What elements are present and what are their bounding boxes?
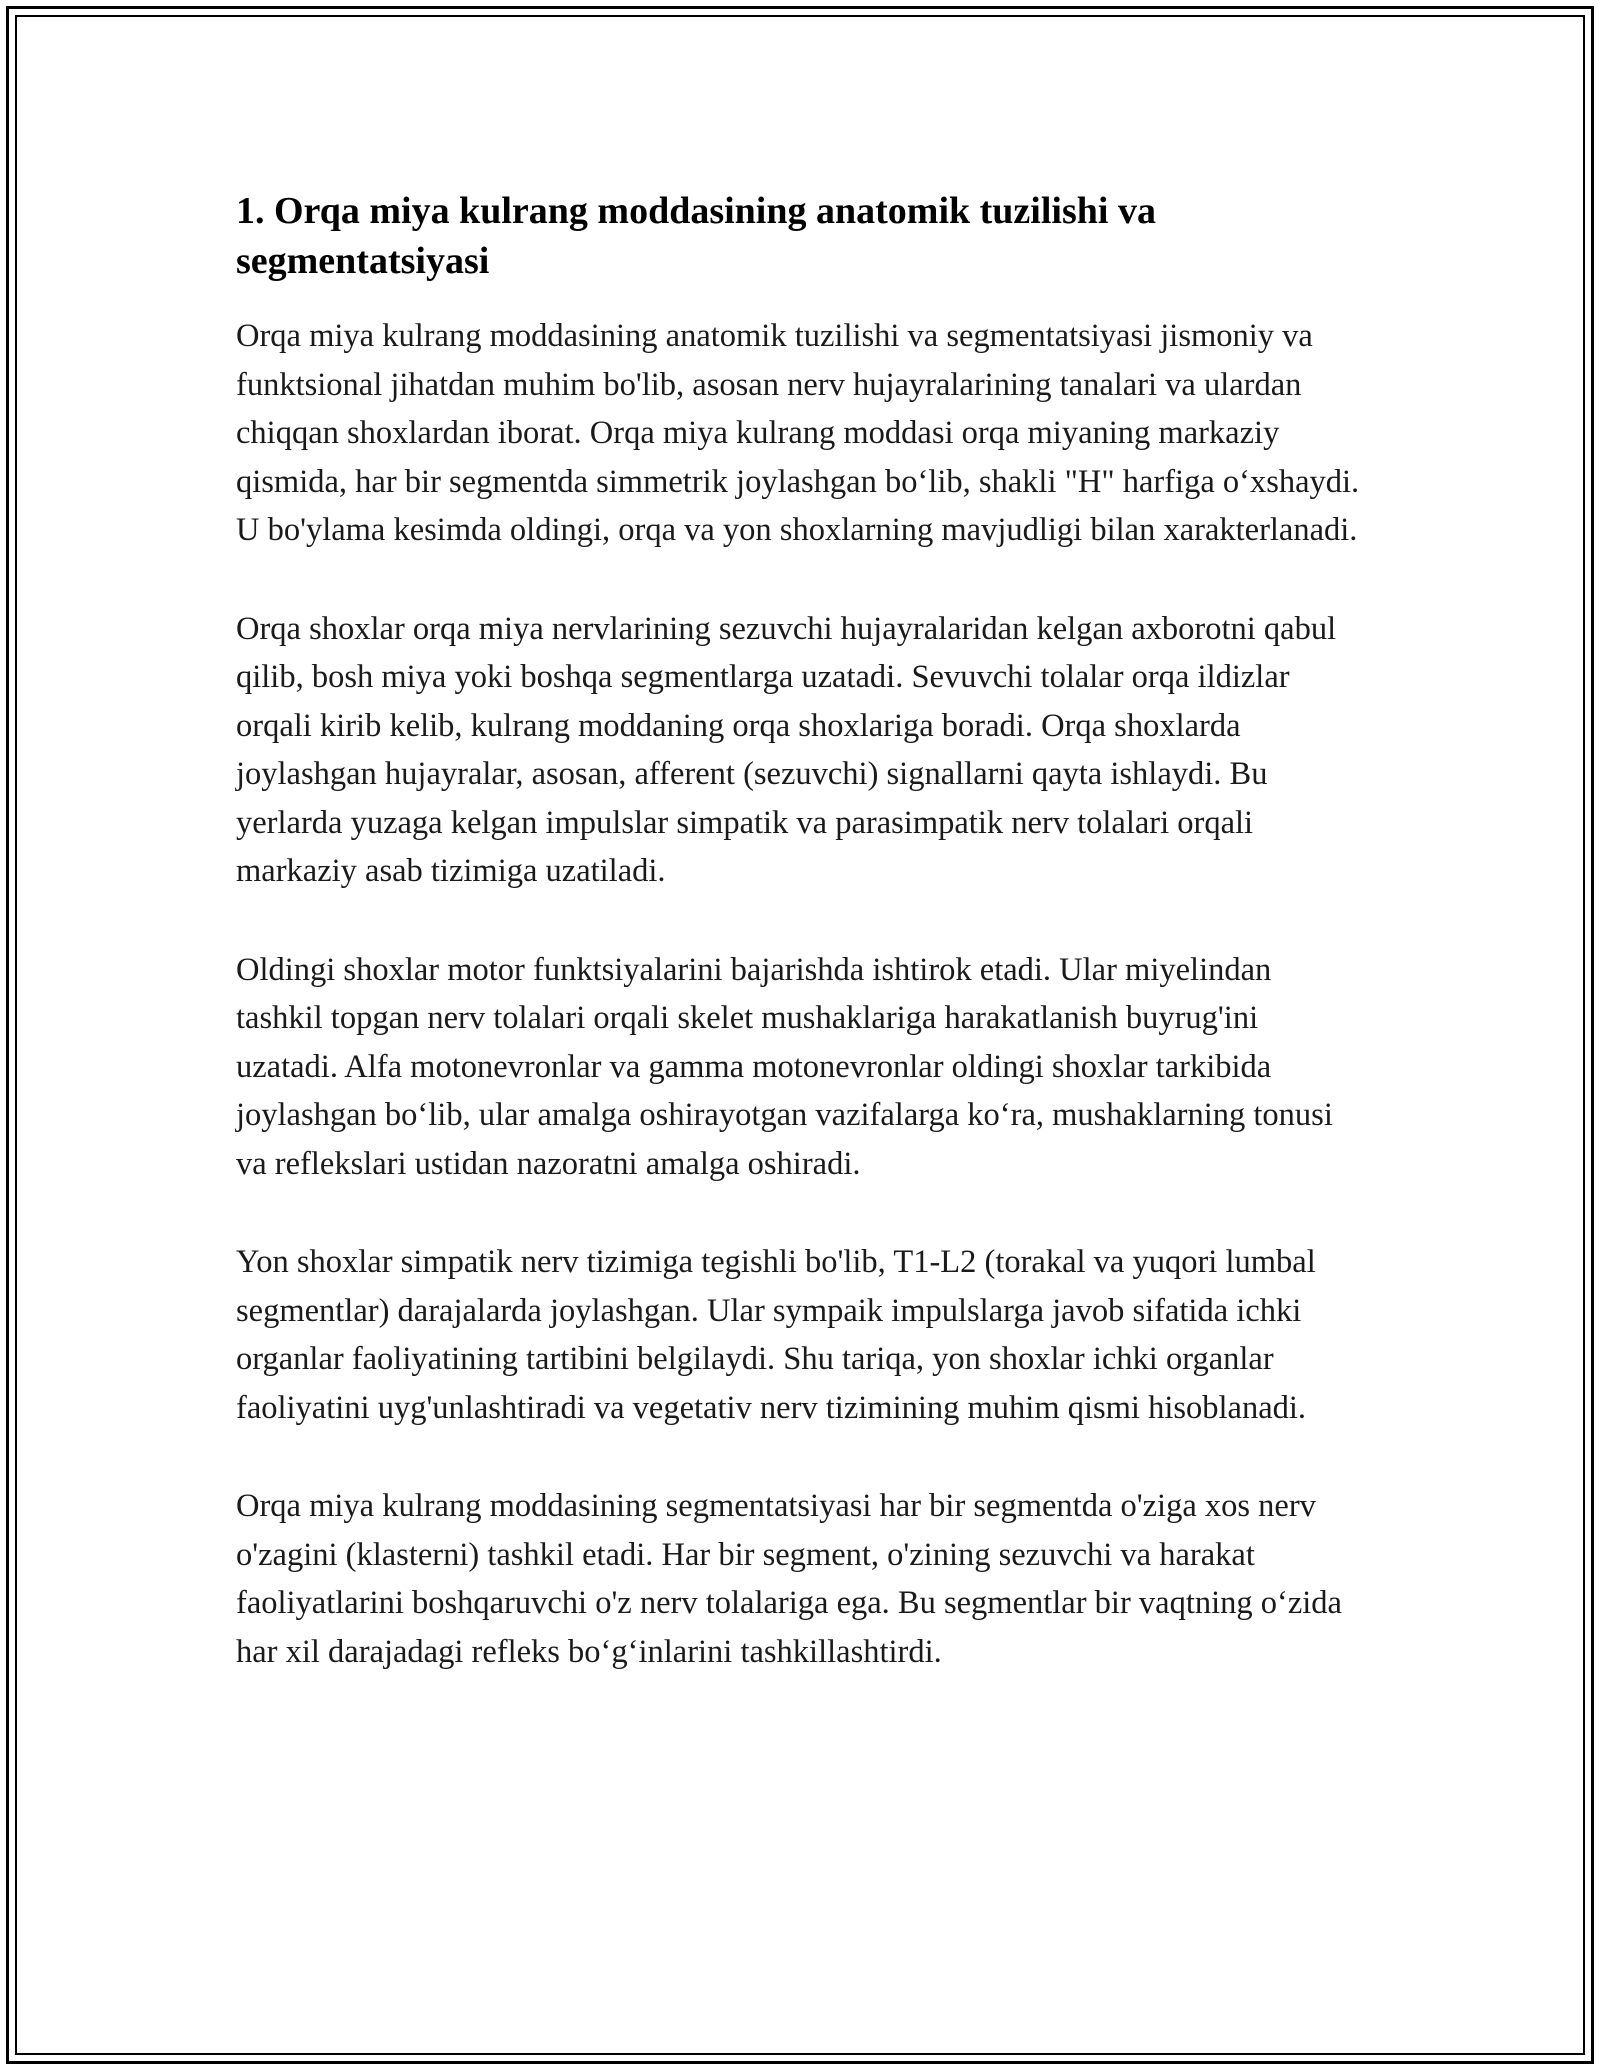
paragraph-grey-matter-structure: Orqa miya kulrang moddasining anatomik tuzilishi va segmentatsiyasi jismoniy va funktsional jihatdan muhim bo'lib, asosan nerv hujayralarining tanalari va ulardan chiqqan shoxlardan iborat. Orqa miya kulrang moddasi orqa miyaning markaziy qismida, har bir segmentda simmetrik joylashgan bo‘lib, shakli "H" harfiga o‘xshaydi. U bo'ylama kesimda oldingi, orqa va yon shoxlarning mavjudligi bilan xarakterlanadi. — [236, 318, 1360, 548]
paragraph-anterior-horns: Oldingi shoxlar motor funktsiyalarini bajarishda ishtirok etadi. Ular miyelindan tashkil topgan nerv tolalari orqali skelet mushaklariga harakatlanish buyrug'ini uzatadi. Alfa motonevronlar va gamma motonevronlar oldingi shoxlar tarkibida joylashgan bo‘lib, ular amalga oshirayotgan vazifalarga ko‘ra, mushaklarning tonusi va reflekslari ustidan nazoratni amalga oshiradi. — [236, 951, 1333, 1182]
document-body — [236, 186, 1366, 1676]
paragraph-posterior-horns: Orqa shoxlar orqa miya nervlarining sezuvchi hujayralaridan kelgan axborotni qabul qilib, bosh miya yoki boshqa segmentlarga uzatadi. Sevuvchi tolalar orqa ildizlar orqali kirib kelib, kulrang moddaning orqa shoxlariga boradi. Orqa shoxlarda joylashgan hujayralar, asosan, afferent (sezuvchi) signallarni qayta ishlaydi. Bu yerlarda yuzaga kelgan impulslar simpatik va parasimpatik nerv tolalari orqali markaziy asab tizimiga uzatiladi. — [236, 610, 1337, 889]
paragraph-lateral-horns: Yon shoxlar simpatik nerv tizimiga tegishli bo'lib, T1-L2 (torakal va yuqori lumbal segmentlar) darajalarda joylashgan. Ular sympaik impulslarga javob sifatida ichki organlar faoliyatining tartibini belgilaydi. Shu tariqa, yon shoxlar ichki organlar faoliyatini uyg'unlashtiradi va vegetativ nerv tizimining muhim qismi hisoblanadi. — [236, 1244, 1316, 1426]
paragraph-segmentation: Orqa miya kulrang moddasining segmentatsiyasi har bir segmentda o'ziga xos nerv o'zagini (klasterni) tashkil etadi. Har bir segment, o'zining sezuvchi va harakat faoliyatlarini boshqaruvchi o'z nerv tolalariga ega. Bu segmentlar bir vaqtning o‘zida har xil darajadagi refleks bo‘g‘inlarini tashkillashtirdi. — [236, 1488, 1342, 1670]
document-title: 1. Orqa miya kulrang moddasining anatomik tuzilishi va segmentatsiyasi — [236, 190, 1156, 282]
